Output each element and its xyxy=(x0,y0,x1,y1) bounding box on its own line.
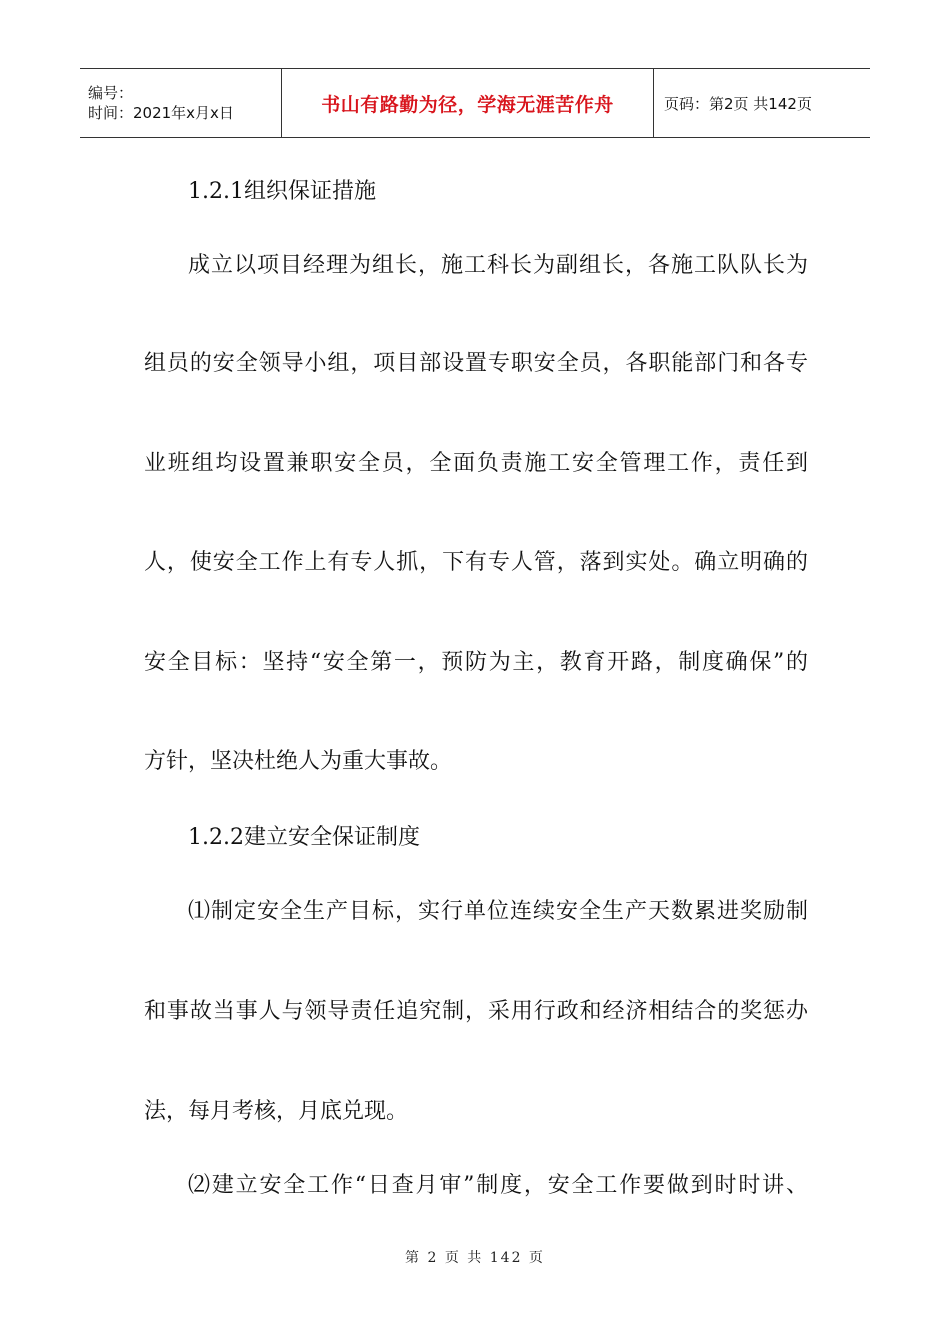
body-line: ⑴制定安全生产目标，实行单位连续安全生产天数累进奖励制 xyxy=(188,899,808,924)
body-line: 方针，坚决杜绝人为重大事故。 xyxy=(144,749,453,774)
section-heading-1-2-1: 1.2.1组织保证措施 xyxy=(188,179,376,204)
document-header xyxy=(80,68,870,138)
body-line: 人，使安全工作上有专人抓，下有专人管，落到实处。确立明确的 xyxy=(144,550,808,575)
body-line: 成立以项目经理为组长，施工科长为副组长，各施工队队长为 xyxy=(188,253,808,278)
body-line: 组员的安全领导小组，项目部设置专职安全员，各职能部门和各专 xyxy=(144,351,808,376)
header-left-cell xyxy=(80,69,282,137)
time-label: 时间：2021年x月x日 xyxy=(88,104,234,122)
body-line: 安全目标：坚持“安全第一，预防为主，教育开路，制度确保”的 xyxy=(144,650,808,675)
body-line: 法，每月考核，月底兑现。 xyxy=(144,1099,409,1124)
body-line: 业班组均设置兼职安全员，全面负责施工安全管理工作，责任到 xyxy=(144,451,808,476)
section-heading-1-2-2: 1.2.2建立安全保证制度 xyxy=(188,825,420,850)
header-page-cell xyxy=(654,69,870,137)
page-info: 页码：第2页 共142页 xyxy=(664,94,812,113)
page-footer: 第 2 页 共 142 页 xyxy=(405,1250,545,1266)
motto-text: 书山有路勤为径，学海无涯苦作舟 xyxy=(321,93,614,116)
body-line: 和事故当事人与领导责任追究制，采用行政和经济相结合的奖惩办 xyxy=(144,999,808,1024)
number-label: 编号： xyxy=(88,84,134,102)
body-line: ⑵建立安全工作“日查月审”制度，安全工作要做到时时讲、 xyxy=(188,1173,808,1198)
header-motto-cell xyxy=(282,69,654,137)
